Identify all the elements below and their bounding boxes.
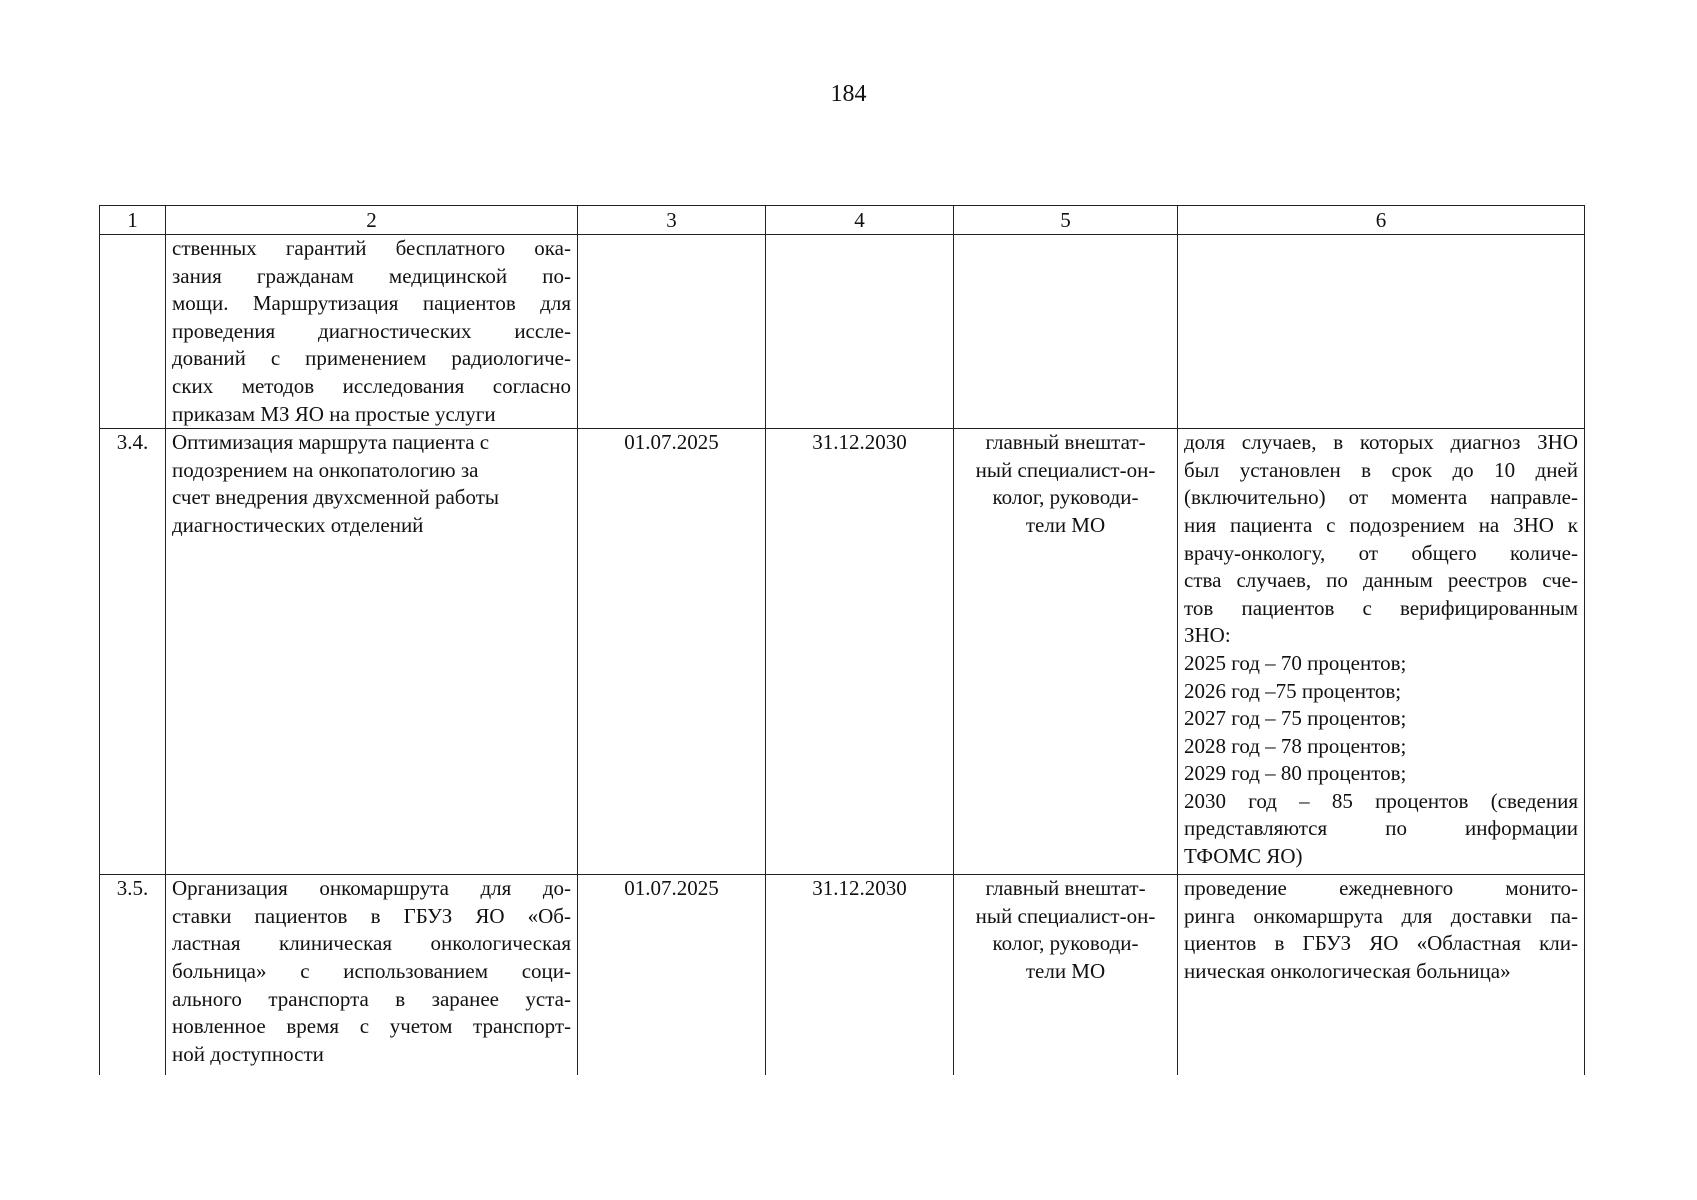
result-line: врачу-онкологу, от общего количе- [1184, 540, 1578, 565]
result-line: ТФОМС ЯО) [1184, 844, 1303, 869]
start-date: 01.07.2025 [578, 429, 766, 875]
description-line: ственных гарантий бесплатного ока- [172, 236, 571, 260]
description-line: приказам МЗ ЯО на простые услуги [172, 401, 496, 426]
start-date: 01.07.2025 [578, 875, 766, 1075]
column-number: 3 [578, 206, 766, 235]
responsible-cell [954, 235, 1178, 429]
responsible-line: тели МО [1025, 958, 1106, 983]
column-number-row [100, 206, 1585, 235]
column-number: 4 [766, 206, 954, 235]
result-line: ЗНО: [1184, 623, 1231, 648]
result-cell [1178, 875, 1585, 1075]
result-line: проведение ежедневного монито- [1184, 876, 1578, 901]
row-number: 3.5. [100, 875, 166, 1075]
description-line: ального транспорта в заранее уста- [172, 986, 571, 1011]
result-line: ния пациента с подозрением на ЗНО к [1184, 512, 1578, 537]
table-row [100, 429, 1585, 875]
responsible-line: тели МО [1025, 512, 1106, 537]
result-line: ринга онкомаршрута для доставки па- [1184, 903, 1578, 928]
result-line: ства случаев, по данным реестров сче- [1184, 568, 1578, 593]
description-line: диагностических отделений [172, 512, 424, 537]
description-line: ставки пациентов в ГБУЗ ЯО «Об- [172, 903, 571, 928]
activities-table [99, 205, 1585, 1075]
description-line: мощи. Маршрутизация пациентов для [172, 291, 571, 316]
row-number: 3.4. [100, 429, 166, 875]
column-number: 6 [1178, 206, 1585, 235]
end-date-cell [766, 235, 954, 429]
responsible-cell [954, 875, 1178, 1075]
result-line: 2030 год – 85 процентов (сведения [1184, 788, 1578, 813]
description-line: Организация онкомаршрута для до- [172, 876, 571, 901]
column-number: 1 [100, 206, 166, 235]
result-line: 2026 год –75 процентов; [1184, 678, 1402, 703]
description-line: новленное время с учетом транспорт- [172, 1014, 571, 1039]
result-line: был установлен в срок до 10 дней [1184, 457, 1578, 482]
description-line: ластная клиническая онкологическая [172, 931, 571, 956]
responsible-cell [954, 429, 1178, 875]
description-line: проведения диагностических иссле- [172, 318, 571, 343]
description-line: ной доступности [172, 1041, 324, 1066]
end-date: 31.12.2030 [766, 875, 954, 1075]
table-row-continuation [100, 235, 1585, 429]
result-cell [1178, 429, 1585, 875]
result-cell [1178, 235, 1585, 429]
description-line: счет внедрения двухсменной работы [172, 485, 499, 510]
table-row [100, 875, 1585, 1075]
responsible-line: ный специалист-он- [975, 903, 1156, 928]
result-line: доля случаев, в которых диагноз ЗНО [1184, 430, 1578, 455]
result-line: тов пациентов с верифицированным [1184, 595, 1578, 620]
result-line: 2028 год – 78 процентов; [1184, 733, 1407, 758]
result-line: 2027 год – 75 процентов; [1184, 706, 1407, 731]
result-line: ническая онкологическая больница» [1184, 958, 1511, 983]
end-date: 31.12.2030 [766, 429, 954, 875]
description-cell [166, 429, 578, 875]
result-line: (включительно) от момента направле- [1184, 485, 1578, 510]
description-cell [166, 235, 578, 429]
responsible-line: главный внештат- [985, 430, 1146, 455]
description-line: больница» с использованием соци- [172, 958, 571, 983]
description-cell [166, 875, 578, 1075]
result-line: циентов в ГБУЗ ЯО «Областная кли- [1184, 931, 1578, 956]
description-line: Оптимизация маршрута пациента с [172, 430, 490, 455]
description-line: ских методов исследования согласно [172, 373, 571, 398]
description-line: подозрением на онкопатологию за [172, 457, 479, 482]
number-cell [100, 235, 166, 429]
start-date-cell [578, 235, 766, 429]
page-number: 184 [830, 81, 867, 107]
responsible-line: колог, руководи- [992, 485, 1139, 510]
responsible-line: ный специалист-он- [975, 457, 1156, 482]
column-number: 2 [166, 206, 578, 235]
result-line: 2025 год – 70 процентов; [1184, 650, 1407, 675]
description-line: дований с применением радиологиче- [172, 346, 571, 371]
result-line: 2029 год – 80 процентов; [1184, 761, 1407, 786]
description-line: зания гражданам медицинской по- [172, 263, 571, 288]
responsible-line: колог, руководи- [992, 931, 1139, 956]
result-line: представляются по информации [1184, 816, 1578, 841]
responsible-line: главный внештат- [985, 876, 1146, 901]
column-number: 5 [954, 206, 1178, 235]
